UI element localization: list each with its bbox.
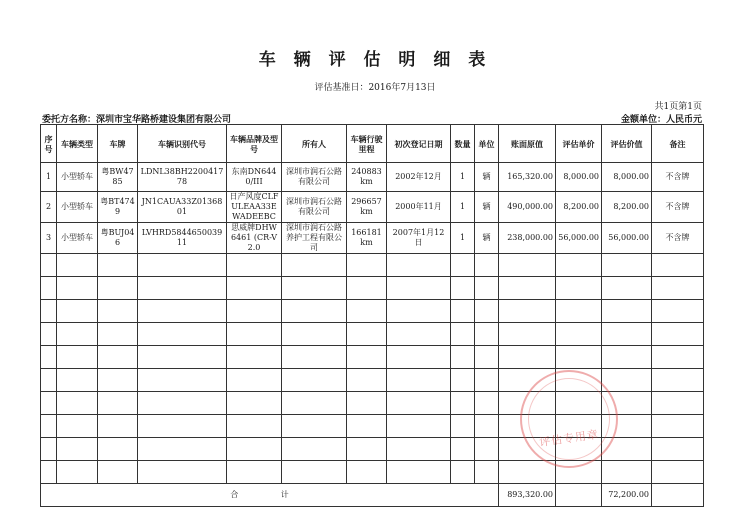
empty-cell: [652, 369, 704, 392]
empty-row: [41, 254, 704, 277]
empty-cell: [282, 300, 347, 323]
empty-cell: [347, 300, 387, 323]
empty-cell: [602, 346, 652, 369]
empty-cell: [499, 323, 556, 346]
empty-cell: [138, 415, 227, 438]
empty-cell: [41, 392, 57, 415]
table-cell: 深圳市润石公路养护工程有限公司: [282, 223, 347, 254]
empty-cell: [227, 438, 282, 461]
empty-cell: [98, 392, 138, 415]
empty-cell: [652, 300, 704, 323]
header-cell: 车牌: [98, 125, 138, 163]
empty-cell: [475, 254, 499, 277]
empty-row: [41, 346, 704, 369]
empty-cell: [138, 254, 227, 277]
empty-cell: [602, 254, 652, 277]
empty-cell: [98, 346, 138, 369]
empty-cell: [138, 300, 227, 323]
empty-cell: [451, 346, 475, 369]
header-cell: 车辆识别代号: [138, 125, 227, 163]
empty-cell: [451, 392, 475, 415]
empty-cell: [57, 323, 98, 346]
official-seal: [520, 370, 618, 468]
empty-cell: [451, 323, 475, 346]
empty-cell: [138, 461, 227, 484]
empty-cell: [138, 346, 227, 369]
empty-cell: [282, 369, 347, 392]
empty-cell: [451, 277, 475, 300]
table-cell: 1: [451, 163, 475, 192]
table-cell: 1: [41, 163, 57, 192]
table-cell: 490,000.00: [499, 192, 556, 223]
empty-cell: [282, 415, 347, 438]
empty-cell: [98, 415, 138, 438]
empty-cell: [41, 300, 57, 323]
empty-cell: [652, 323, 704, 346]
empty-cell: [138, 323, 227, 346]
empty-cell: [475, 438, 499, 461]
header-cell: 所有人: [282, 125, 347, 163]
empty-cell: [57, 438, 98, 461]
empty-cell: [57, 346, 98, 369]
table-cell: 56,000.00: [556, 223, 602, 254]
empty-row: [41, 461, 704, 484]
empty-cell: [98, 369, 138, 392]
empty-cell: [387, 461, 451, 484]
empty-cell: [41, 323, 57, 346]
empty-cell: [347, 346, 387, 369]
document-title: 车 辆 评 估 明 细 表: [258, 50, 492, 70]
page-info: 共1页第1页: [654, 102, 702, 112]
empty-cell: [227, 277, 282, 300]
empty-cell: [602, 461, 652, 484]
empty-cell: [451, 461, 475, 484]
table-cell: 思威牌DHW6461 (CR-V 2.0: [227, 223, 282, 254]
empty-cell: [499, 461, 556, 484]
empty-cell: [556, 277, 602, 300]
empty-cell: [138, 438, 227, 461]
empty-cell: [138, 392, 227, 415]
table-cell: 不含牌: [652, 163, 704, 192]
empty-cell: [227, 300, 282, 323]
empty-cell: [451, 369, 475, 392]
empty-cell: [451, 438, 475, 461]
empty-cell: [98, 461, 138, 484]
empty-cell: [347, 415, 387, 438]
empty-cell: [499, 254, 556, 277]
table-cell: 2007年1月12日: [387, 223, 451, 254]
table-cell: 238,000.00: [499, 223, 556, 254]
table-cell: 不含牌: [652, 192, 704, 223]
empty-cell: [41, 438, 57, 461]
empty-cell: [652, 438, 704, 461]
header-cell: 数量: [451, 125, 475, 163]
table-cell: 8,200.00: [556, 192, 602, 223]
empty-cell: [347, 277, 387, 300]
empty-cell: [556, 300, 602, 323]
table-cell: LVHRD584465003911: [138, 223, 227, 254]
empty-cell: [347, 254, 387, 277]
table-cell: 辆: [475, 163, 499, 192]
empty-cell: [138, 277, 227, 300]
table-cell: 2000年11月: [387, 192, 451, 223]
empty-cell: [227, 461, 282, 484]
empty-cell: [387, 438, 451, 461]
empty-cell: [387, 415, 451, 438]
empty-cell: [475, 392, 499, 415]
empty-row: [41, 277, 704, 300]
table-row: [41, 223, 704, 254]
empty-cell: [227, 254, 282, 277]
header-row: [41, 125, 704, 163]
seal-text: 评估专用章: [538, 427, 600, 450]
total-row: [41, 484, 704, 507]
table-cell: 粤BUJ046: [98, 223, 138, 254]
empty-row: [41, 323, 704, 346]
table-cell: 2: [41, 192, 57, 223]
empty-cell: [227, 392, 282, 415]
empty-cell: [556, 484, 602, 507]
empty-cell: [347, 323, 387, 346]
empty-cell: [282, 254, 347, 277]
empty-cell: [41, 346, 57, 369]
empty-cell: [282, 277, 347, 300]
empty-cell: [475, 300, 499, 323]
empty-cell: [282, 438, 347, 461]
empty-cell: [98, 438, 138, 461]
table-cell: 粤BW4785: [98, 163, 138, 192]
empty-cell: [227, 323, 282, 346]
table-cell: 166181km: [347, 223, 387, 254]
header-cell: 评估单价: [556, 125, 602, 163]
table-cell: 8,000.00: [556, 163, 602, 192]
table-cell: 小型轿车: [57, 163, 98, 192]
empty-cell: [282, 392, 347, 415]
empty-cell: [652, 484, 704, 507]
table-cell: 小型轿车: [57, 223, 98, 254]
empty-cell: [138, 369, 227, 392]
empty-cell: [475, 461, 499, 484]
empty-cell: [57, 392, 98, 415]
empty-cell: [475, 346, 499, 369]
header-cell: 单位: [475, 125, 499, 163]
table-cell: 不含牌: [652, 223, 704, 254]
empty-cell: [98, 300, 138, 323]
table-cell: LDNL38BH220041778: [138, 163, 227, 192]
currency-unit: 金额单位：人民币元: [620, 115, 702, 125]
table-cell: 296657km: [347, 192, 387, 223]
empty-cell: [41, 369, 57, 392]
total-label: 合 计: [41, 484, 499, 507]
empty-cell: [347, 461, 387, 484]
header-cell: 初次登记日期: [387, 125, 451, 163]
table-cell: 240883km: [347, 163, 387, 192]
header-cell: 车辆品牌及型号: [227, 125, 282, 163]
empty-cell: [499, 277, 556, 300]
empty-cell: [347, 438, 387, 461]
table-cell: 辆: [475, 223, 499, 254]
empty-cell: [602, 323, 652, 346]
header-cell: 车辆行驶里程: [347, 125, 387, 163]
empty-cell: [387, 254, 451, 277]
empty-cell: [387, 323, 451, 346]
empty-cell: [57, 415, 98, 438]
empty-cell: [41, 254, 57, 277]
empty-cell: [282, 461, 347, 484]
empty-cell: [41, 277, 57, 300]
table-cell: 深圳市润石公路有限公司: [282, 192, 347, 223]
empty-cell: [652, 254, 704, 277]
table-cell: 小型轿车: [57, 192, 98, 223]
table-cell: 辆: [475, 192, 499, 223]
empty-cell: [387, 346, 451, 369]
empty-cell: [282, 323, 347, 346]
empty-cell: [652, 346, 704, 369]
empty-cell: [499, 346, 556, 369]
empty-cell: [347, 369, 387, 392]
table-cell: 日产风度CLFULEAA33E WADEEBC: [227, 192, 282, 223]
empty-cell: [475, 277, 499, 300]
header-cell: 备注: [652, 125, 704, 163]
header-cell: 车辆类型: [57, 125, 98, 163]
table-cell: 深圳市润石公路有限公司: [282, 163, 347, 192]
empty-cell: [556, 346, 602, 369]
table-cell: 2002年12月: [387, 163, 451, 192]
empty-cell: [652, 277, 704, 300]
empty-cell: [475, 369, 499, 392]
table-row: [41, 192, 704, 223]
empty-cell: [227, 415, 282, 438]
total-book-value: 893,320.00: [499, 484, 556, 507]
empty-cell: [475, 323, 499, 346]
table-cell: 1: [451, 192, 475, 223]
empty-cell: [387, 392, 451, 415]
empty-cell: [98, 323, 138, 346]
table-cell: JN1CAUA33Z0136801: [138, 192, 227, 223]
empty-cell: [556, 323, 602, 346]
empty-cell: [652, 392, 704, 415]
header-cell: 账面原值: [499, 125, 556, 163]
empty-cell: [227, 369, 282, 392]
empty-cell: [499, 300, 556, 323]
empty-cell: [451, 254, 475, 277]
table-cell: 1: [451, 223, 475, 254]
total-assessed-value: 72,200.00: [602, 484, 652, 507]
empty-cell: [347, 392, 387, 415]
empty-cell: [57, 461, 98, 484]
table-cell: 8,200.00: [602, 192, 652, 223]
empty-cell: [98, 254, 138, 277]
table-cell: 8,000.00: [602, 163, 652, 192]
empty-cell: [57, 277, 98, 300]
empty-cell: [41, 461, 57, 484]
table-cell: 56,000.00: [602, 223, 652, 254]
empty-cell: [387, 369, 451, 392]
empty-cell: [57, 254, 98, 277]
empty-cell: [556, 254, 602, 277]
client-name: 委托方名称：深圳市宝华路桥建设集团有限公司: [42, 115, 232, 125]
table-cell: 粤BT4749: [98, 192, 138, 223]
empty-row: [41, 300, 704, 323]
empty-cell: [98, 277, 138, 300]
empty-cell: [387, 300, 451, 323]
empty-cell: [227, 346, 282, 369]
header-cell: 序号: [41, 125, 57, 163]
assessment-date: 评估基准日：2016年7月13日: [314, 83, 436, 93]
empty-cell: [451, 300, 475, 323]
empty-cell: [451, 415, 475, 438]
empty-cell: [602, 300, 652, 323]
header-cell: 评估价值: [602, 125, 652, 163]
empty-cell: [602, 369, 652, 392]
empty-cell: [41, 415, 57, 438]
empty-cell: [475, 415, 499, 438]
empty-cell: [602, 277, 652, 300]
empty-cell: [282, 346, 347, 369]
empty-cell: [652, 415, 704, 438]
empty-cell: [57, 300, 98, 323]
table-row: [41, 163, 704, 192]
table-cell: 东南DN6440/III: [227, 163, 282, 192]
table-cell: 165,320.00: [499, 163, 556, 192]
empty-cell: [57, 369, 98, 392]
empty-cell: [652, 461, 704, 484]
empty-cell: [387, 277, 451, 300]
table-cell: 3: [41, 223, 57, 254]
